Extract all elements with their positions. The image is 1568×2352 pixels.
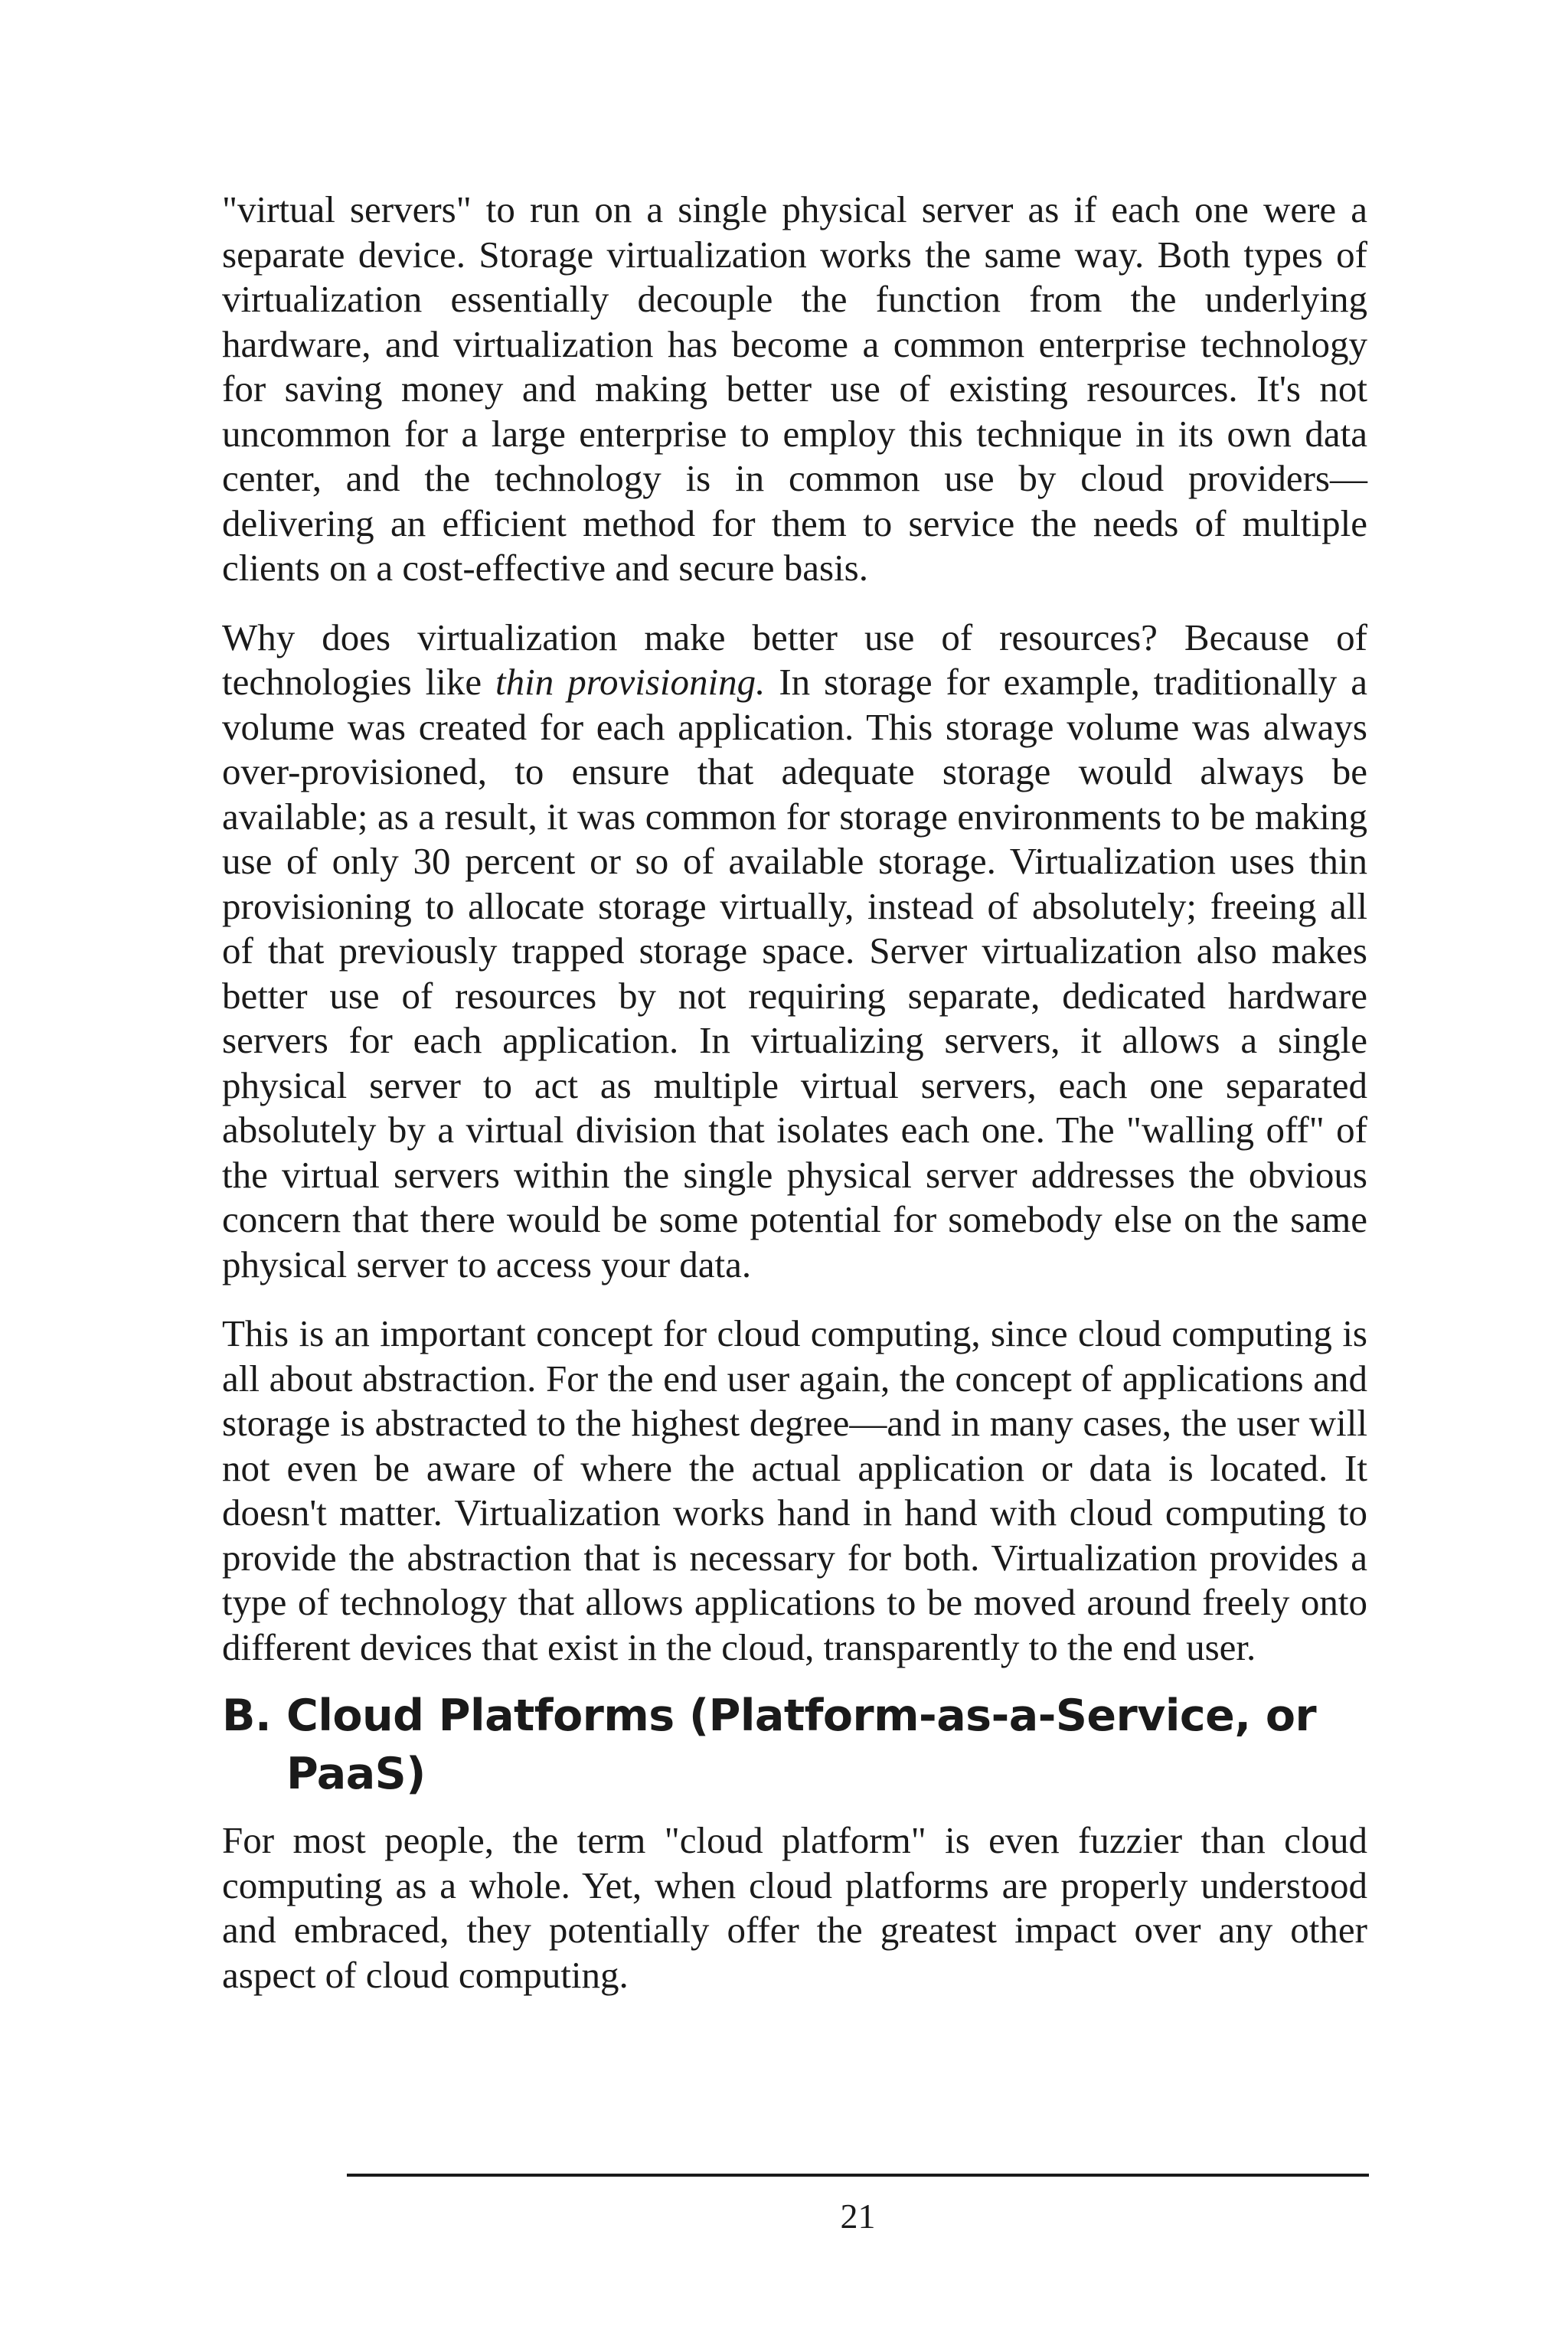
page-number: 21 <box>840 2197 876 2236</box>
paragraph-2-text-start: Why does virtualization make better use of resources? Because of technologies like <box>222 616 1367 703</box>
body-paragraph-2 <box>222 616 1367 1288</box>
page-content <box>222 188 1367 1998</box>
body-paragraph-4: For most people, the term "cloud platform" is even fuzzier than cloud computing as a whole. Yet, when cloud platforms are properly understood and embraced, they potentially offer the greatest impact over any other aspect of cloud computing. <box>222 1819 1367 1996</box>
section-number: B. <box>222 1690 272 1741</box>
footer-divider <box>347 2174 1369 2177</box>
paragraph-2-text-end: In storage for example, traditionally a volume was created for each application. This storage volume was always over-provisioned, to ensure that adequate storage would always be available; as a result, it was common for storage environments to be making use of only 30 percent or so of available storage. Virtualization uses thin provisioning to allocate storage virtually, instead of absolutely; freeing all of that previously trapped storage space. Server virtualization also makes better use of resources by not requiring separate, dedicated hardware servers for each application. In virtualizing servers, it allows a single physical server to act as multiple virtual servers, each one separated absolutely by a virtual division that isolates each one. The "walling off" of the virtual servers within the single physical server addresses the obvious concern that there would be some potential for somebody else on the same physical server to access your data. <box>222 661 1367 1285</box>
section-title: Cloud Platforms (Platform-as-a-Service, or PaaS) <box>286 1690 1317 1799</box>
body-paragraph-1: "virtual servers" to run on a single physical server as if each one were a separate device. Storage virtualization works the same way. Both types of virtualization essentially decouple the function from the underlying hardware, and virtualization has become a common enterprise technology for saving money and making better use of existing resources. It's not uncommon for a large enterprise to employ this technique in its own data center, and the technology is in common use by cloud providers—delivering an efficient method for them to service the needs of multiple clients on a cost-effective and secure basis. <box>222 188 1367 589</box>
section-heading <box>222 1687 1367 1803</box>
italic-term: thin provisioning. <box>495 661 766 703</box>
body-paragraph-3: This is an important concept for cloud computing, since cloud computing is all about abstraction. For the end user again, the concept of applications and storage is abstracted to the highest degree—and in many cases, the user will not even be aware of where the actual application or data is located. It doesn't matter. Virtualization works hand in hand with cloud computing to provide the abstraction that is necessary for both. Virtualization provides a type of technology that allows applications to be moved around freely onto different devices that exist in the cloud, transparently to the end user. <box>222 1312 1367 1668</box>
